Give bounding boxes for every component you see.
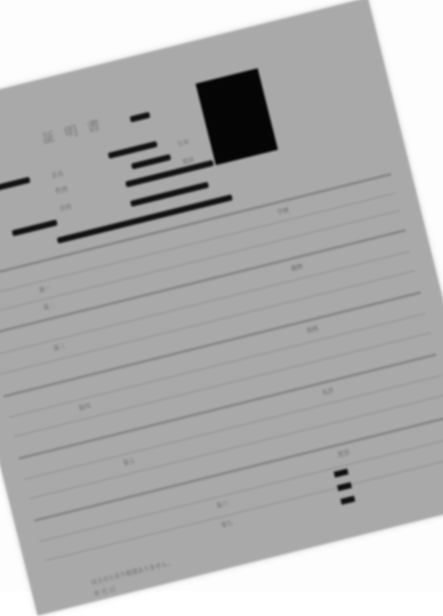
row-label: 第三 (52, 343, 67, 353)
section-header: 学歴 (276, 206, 290, 217)
table-rule (9, 313, 426, 418)
table-rule (0, 251, 411, 356)
footnote-line: 年 月 日 (93, 586, 117, 599)
section-header: 職歴 (290, 263, 304, 273)
table-rule (24, 375, 441, 480)
redaction-mark (337, 482, 352, 491)
row-label: 第二 (42, 302, 56, 313)
row-label: 第一 (38, 284, 52, 295)
document-title: 証 明 書 (40, 117, 105, 148)
header-label: 性別 (54, 185, 69, 196)
row-label: 第五 (122, 457, 136, 468)
redaction-bar (130, 112, 151, 123)
section-header: 資格 (305, 325, 320, 336)
table-rule (34, 416, 443, 522)
redaction-bar (12, 219, 58, 236)
table-rule (0, 229, 405, 335)
section-header: 賞罰 (336, 449, 351, 460)
section-header: 免許 (321, 387, 335, 398)
redaction-mark (334, 468, 349, 477)
footnote-line: 以上のとおり相違ありません。 (90, 559, 175, 587)
redacted-photo (196, 68, 278, 165)
header-label: 生年 (177, 138, 191, 149)
header-label: 住所 (59, 203, 73, 214)
redaction-mark (340, 496, 355, 505)
table-rule (0, 270, 415, 375)
redaction-bar (131, 154, 171, 169)
redaction-bar (0, 177, 31, 195)
table-rule (3, 291, 421, 397)
row-label: 第七 (220, 519, 234, 530)
table-rule (29, 394, 443, 499)
header-label: 電話 (181, 156, 195, 167)
row-label: 第六 (215, 500, 230, 511)
row-label: 第四 (77, 402, 92, 413)
redaction-bar (108, 141, 158, 159)
header-label: 氏名 (50, 170, 65, 181)
table-rule (40, 437, 443, 542)
table-rule (0, 210, 400, 315)
table-rule (13, 332, 430, 437)
